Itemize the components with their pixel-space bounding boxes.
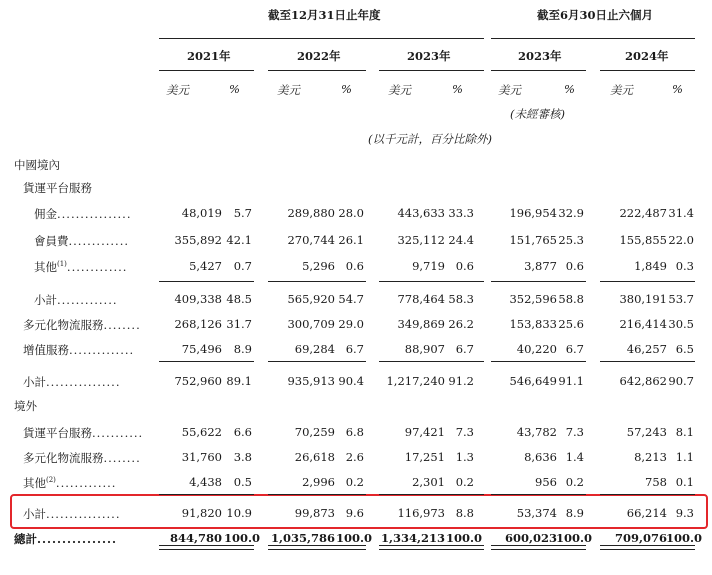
percent-cell: 0.6 — [455, 259, 474, 273]
year-2022: 2022年 — [297, 49, 341, 63]
row-label-text: 貨運平台服務 — [23, 426, 92, 440]
percent-cell: 8.8 — [455, 506, 474, 520]
amount-cell: 57,243 — [626, 425, 667, 439]
total-double-rule-c — [379, 545, 484, 550]
percent-cell: 33.3 — [448, 206, 474, 220]
table-row — [0, 317, 712, 339]
rule-after-other1-b — [268, 281, 366, 282]
percent-cell: 90.7 — [668, 374, 694, 388]
amount-cell: 758 — [645, 475, 667, 489]
amount-cell: 5,427 — [189, 259, 222, 273]
amount-cell: 443,633 — [397, 206, 445, 220]
amount-cell: 69,284 — [294, 342, 335, 356]
amount-cell: 300,709 — [287, 317, 335, 331]
year-2024-h1: 2024年 — [625, 49, 669, 63]
total-double-rule-a — [159, 545, 254, 550]
percent-cell: 0.3 — [675, 259, 694, 273]
percent-cell: 5.7 — [233, 206, 252, 220]
percent-cell: 100.0 — [224, 531, 261, 545]
amount-cell: 222,487 — [619, 206, 667, 220]
percent-cell: 54.7 — [338, 292, 364, 306]
amount-cell: 26,618 — [294, 450, 335, 464]
percent-cell: 0.2 — [565, 475, 584, 489]
dot-leader: ................ — [57, 207, 132, 221]
amount-cell: 99,873 — [294, 506, 335, 520]
dot-leader: ............. — [66, 260, 128, 274]
row-label-text: 小計 — [23, 375, 46, 389]
percent-cell: 25.6 — [558, 317, 584, 331]
amount-cell: 8,213 — [634, 450, 667, 464]
year-rule-2021 — [159, 70, 254, 71]
amount-cell: 97,421 — [404, 425, 445, 439]
amount-cell: 409,338 — [174, 292, 222, 306]
percent-cell: 26.1 — [338, 233, 364, 247]
percent-cell: 0.2 — [345, 475, 364, 489]
amount-cell: 116,973 — [397, 506, 445, 520]
table-row — [0, 374, 712, 396]
percent-cell: 48.5 — [226, 292, 252, 306]
percent-cell: 9.6 — [345, 506, 364, 520]
row-label — [23, 374, 121, 390]
table-row — [0, 450, 712, 472]
amount-cell: 91,820 — [181, 506, 222, 520]
amount-cell: 151,765 — [509, 233, 557, 247]
amount-cell: 1,217,240 — [386, 374, 445, 388]
amount-cell: 2,301 — [412, 475, 445, 489]
percent-cell: 8.9 — [233, 342, 252, 356]
footnote-marker: (2) — [46, 476, 56, 485]
header-group-year-rule — [159, 38, 484, 39]
percent-cell: 7.3 — [565, 425, 584, 439]
year-2021: 2021年 — [187, 49, 231, 63]
amount-cell: 1,849 — [634, 259, 667, 273]
percent-cell: 6.7 — [455, 342, 474, 356]
table-row — [0, 206, 712, 228]
total-double-rule-e — [600, 545, 695, 550]
percent-cell: 24.4 — [448, 233, 474, 247]
percent-cell: 8.1 — [675, 425, 694, 439]
percent-cell: 9.3 — [675, 506, 694, 520]
year-rule-2024-h1 — [600, 70, 695, 71]
amount-cell: 546,649 — [509, 374, 557, 388]
section-domestic: 中國境內 — [14, 158, 60, 172]
percent-cell: 1.1 — [675, 450, 694, 464]
total-double-rule-b — [268, 545, 366, 550]
row-label — [23, 425, 143, 441]
amount-cell: 66,214 — [626, 506, 667, 520]
row-label — [23, 450, 141, 466]
rule-after-oother-e — [600, 494, 695, 495]
amount-cell: 1,334,213 — [380, 531, 445, 545]
dot-leader: ................ — [46, 507, 121, 521]
amount-cell: 325,112 — [397, 233, 445, 247]
percent-cell: 30.5 — [668, 317, 694, 331]
row-label-text: 多元化物流服務 — [23, 318, 104, 332]
row-label — [34, 206, 132, 222]
year-rule-2023-h1 — [491, 70, 586, 71]
amount-cell: 53,374 — [516, 506, 557, 520]
amount-cell: 380,191 — [619, 292, 667, 306]
dot-leader: ............. — [55, 476, 117, 490]
amount-cell: 4,438 — [189, 475, 222, 489]
amount-cell: 8,636 — [524, 450, 557, 464]
highlight-box — [10, 494, 708, 529]
dot-leader: .............. — [69, 343, 135, 357]
amount-cell: 196,954 — [509, 206, 557, 220]
row-label-text: 小計 — [34, 293, 57, 307]
percent-cell: 10.9 — [226, 506, 252, 520]
percent-cell: 0.6 — [565, 259, 584, 273]
rule-after-vas-c — [379, 361, 484, 362]
rule-after-other1-c — [379, 281, 484, 282]
amount-cell: 270,744 — [287, 233, 335, 247]
table-row — [0, 233, 712, 255]
unit-pct-2021: % — [229, 82, 240, 96]
row-label — [23, 317, 141, 333]
rule-after-oother-b — [268, 494, 366, 495]
percent-cell: 100.0 — [556, 531, 593, 545]
amount-cell: 600,023 — [504, 531, 557, 545]
amount-cell: 349,869 — [397, 317, 445, 331]
percent-cell: 32.9 — [558, 206, 584, 220]
row-label-text: 其他 — [34, 260, 57, 274]
percent-cell: 58.8 — [558, 292, 584, 306]
percent-cell: 90.4 — [338, 374, 364, 388]
table-row — [0, 259, 712, 281]
row-label — [14, 531, 117, 547]
amount-cell: 3,877 — [524, 259, 557, 273]
percent-cell: 6.7 — [565, 342, 584, 356]
amount-cell: 70,259 — [294, 425, 335, 439]
dot-leader: ........... — [92, 426, 144, 440]
amount-cell: 2,996 — [302, 475, 335, 489]
dot-leader: ........ — [103, 318, 141, 332]
amount-cell: 289,880 — [287, 206, 335, 220]
section-freight: 貨運平台服務 — [23, 181, 92, 195]
percent-cell: 0.6 — [345, 259, 364, 273]
rule-after-vas-b — [268, 361, 366, 362]
amount-cell: 75,496 — [181, 342, 222, 356]
amount-cell: 216,414 — [619, 317, 667, 331]
percent-cell: 58.3 — [448, 292, 474, 306]
amount-cell: 153,833 — [509, 317, 557, 331]
amount-cell: 88,907 — [404, 342, 445, 356]
row-label — [23, 475, 116, 491]
unit-usd-2023-h1: 美元 — [498, 83, 521, 97]
table-row — [0, 425, 712, 447]
unit-usd-2021: 美元 — [166, 83, 189, 97]
percent-cell: 0.1 — [675, 475, 694, 489]
amount-cell: 642,862 — [619, 374, 667, 388]
row-label — [23, 342, 134, 358]
percent-cell: 0.2 — [455, 475, 474, 489]
rule-after-oother-a — [159, 494, 254, 495]
percent-cell: 0.7 — [233, 259, 252, 273]
dot-leader: ................ — [37, 532, 118, 546]
amount-cell: 565,920 — [287, 292, 335, 306]
amount-cell: 268,126 — [174, 317, 222, 331]
amount-cell: 956 — [535, 475, 557, 489]
header-group-year: 截至12月31日止年度 — [268, 8, 381, 22]
percent-cell: 7.3 — [455, 425, 474, 439]
rule-after-other1-d — [491, 281, 586, 282]
percent-cell: 6.8 — [345, 425, 364, 439]
row-label-text: 多元化物流服務 — [23, 451, 104, 465]
year-rule-2022 — [268, 70, 366, 71]
percent-cell: 25.3 — [558, 233, 584, 247]
amount-cell: 778,464 — [397, 292, 445, 306]
header-group-halfyear: 截至6月30日止六個月 — [537, 8, 654, 22]
dot-leader: ............. — [68, 234, 130, 248]
total-double-rule-d — [491, 545, 586, 550]
percent-cell: 22.0 — [668, 233, 694, 247]
dot-leader: ........ — [103, 451, 141, 465]
rule-after-oother-c — [379, 494, 484, 495]
percent-cell: 31.7 — [226, 317, 252, 331]
percent-cell: 8.9 — [565, 506, 584, 520]
percent-cell: 2.6 — [345, 450, 364, 464]
amount-cell: 55,622 — [181, 425, 222, 439]
amount-cell: 40,220 — [516, 342, 557, 356]
footnote-marker: (1) — [57, 260, 67, 269]
percent-cell: 31.4 — [668, 206, 694, 220]
amount-cell: 355,892 — [174, 233, 222, 247]
percent-cell: 53.7 — [668, 292, 694, 306]
amount-cell: 31,760 — [181, 450, 222, 464]
percent-cell: 1.4 — [565, 450, 584, 464]
row-label — [34, 233, 129, 249]
percent-cell: 6.6 — [233, 425, 252, 439]
year-2023-h1: 2023年 — [518, 49, 562, 63]
percent-cell: 3.8 — [233, 450, 252, 464]
percent-cell: 6.7 — [345, 342, 364, 356]
amount-cell: 9,719 — [412, 259, 445, 273]
amount-cell: 1,035,786 — [270, 531, 335, 545]
amount-cell: 46,257 — [626, 342, 667, 356]
unit-pct-2023: % — [452, 82, 463, 96]
rule-after-vas-e — [600, 361, 695, 362]
amount-cell: 43,782 — [516, 425, 557, 439]
row-label-text: 其他 — [23, 476, 46, 490]
percent-cell: 28.0 — [338, 206, 364, 220]
rule-after-vas-a — [159, 361, 254, 362]
amount-cell: 5,296 — [302, 259, 335, 273]
unit-pct-2022: % — [341, 82, 352, 96]
percent-cell: 0.5 — [233, 475, 252, 489]
percent-cell: 26.2 — [448, 317, 474, 331]
section-overseas: 境外 — [14, 399, 37, 413]
dot-leader: ............. — [57, 293, 118, 307]
row-label — [34, 259, 127, 275]
amount-cell: 709,076 — [614, 531, 667, 545]
rule-after-other1-e — [600, 281, 695, 282]
percent-cell: 100.0 — [666, 531, 703, 545]
row-label-text: 佣金 — [34, 207, 57, 221]
year-2023: 2023年 — [407, 49, 451, 63]
percent-cell: 6.5 — [675, 342, 694, 356]
amount-cell: 17,251 — [404, 450, 445, 464]
amount-cell: 155,855 — [619, 233, 667, 247]
rule-after-vas-d — [491, 361, 586, 362]
rule-after-oother-d — [491, 494, 586, 495]
percent-cell: 100.0 — [336, 531, 373, 545]
percent-cell: 89.1 — [226, 374, 252, 388]
amount-cell: 352,596 — [509, 292, 557, 306]
unaudited-note: (未經審核) — [510, 107, 565, 121]
row-label-text: 增值服務 — [23, 343, 69, 357]
rule-after-other1-a — [159, 281, 254, 282]
amount-cell: 844,780 — [169, 531, 222, 545]
row-label-text: 小計 — [23, 507, 46, 521]
unit-pct-2023-h1: % — [564, 82, 575, 96]
amount-cell: 935,913 — [287, 374, 335, 388]
unit-usd-2022: 美元 — [277, 83, 300, 97]
dot-leader: ................ — [46, 375, 121, 389]
amount-cell: 48,019 — [181, 206, 222, 220]
unit-pct-2024-h1: % — [672, 82, 683, 96]
percent-cell: 1.3 — [455, 450, 474, 464]
percent-cell: 91.2 — [448, 374, 474, 388]
header-group-halfyear-rule — [491, 38, 695, 39]
percent-cell: 42.1 — [226, 233, 252, 247]
percent-cell: 91.1 — [558, 374, 584, 388]
unit-usd-2024-h1: 美元 — [610, 83, 633, 97]
row-label-text: 總計 — [14, 532, 37, 546]
unit-note: (以千元計，百分比除外) — [368, 132, 492, 146]
unit-usd-2023: 美元 — [388, 83, 411, 97]
row-label-text: 會員費 — [34, 234, 69, 248]
percent-cell: 29.0 — [338, 317, 364, 331]
year-rule-2023 — [379, 70, 484, 71]
table-row — [0, 292, 712, 314]
row-label — [34, 292, 118, 308]
amount-cell: 752,960 — [174, 374, 222, 388]
percent-cell: 100.0 — [446, 531, 483, 545]
